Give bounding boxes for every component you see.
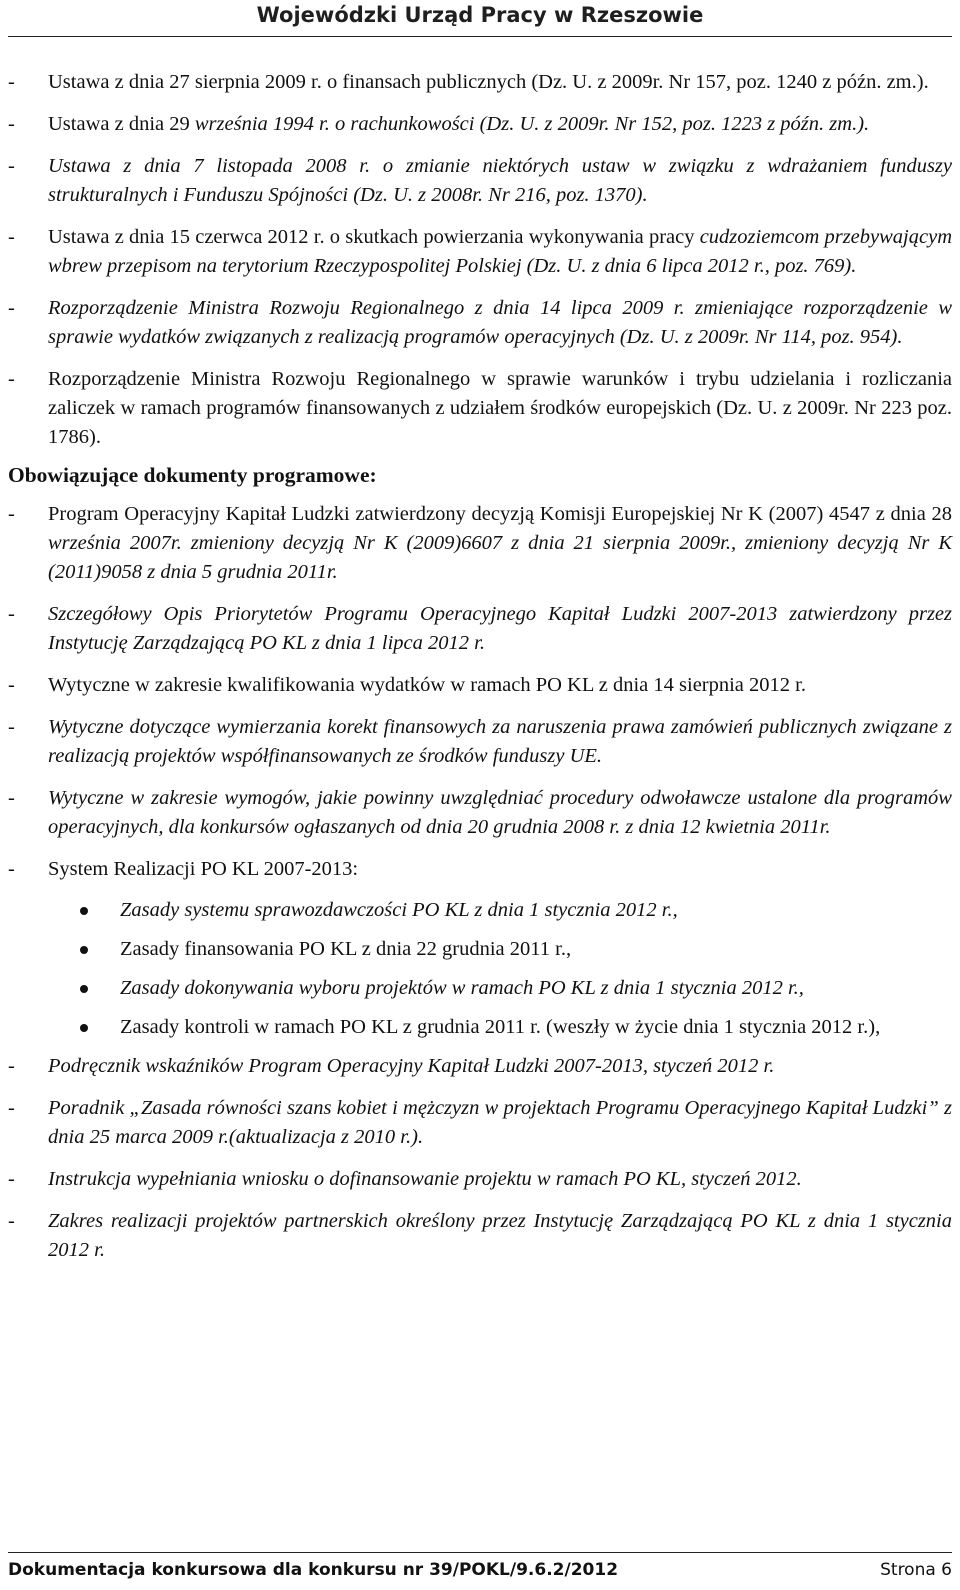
list-item: - Szczegółowy Opis Priorytetów Programu Operacyjnego Kapitał Ludzki 2007-2013 zatwierdzony przez Instytucję Zarządzającą PO KL z dnia 1 lipca 2012 r. [8,600,952,658]
dash-marker: - [8,503,15,525]
dash-marker: - [8,674,15,696]
dash-marker: - [8,113,15,135]
page-number: Strona 6 [880,1560,952,1580]
dash-marker: - [8,787,15,809]
dash-marker: - [8,603,15,625]
dash-marker: - [8,368,15,390]
dash-marker: - [8,1168,15,1190]
bullet-item: Zasady kontroli w ramach PO KL z grudnia 2011 r. (weszły w życie dnia 1 stycznia 2012 r.), [80,1013,952,1042]
list-item: - Ustawa z dnia 7 listopada 2008 r. o zmianie niektórych ustaw w związku z wdrażaniem funduszy strukturalnych i Funduszu Spójności (Dz. U. z 2008r. Nr 216, poz. 1370). [8,152,952,210]
list-item: - Ustawa z dnia 27 sierpnia 2009 r. o finansach publicznych (Dz. U. z 2009r. Nr 157, poz. 1240 z późn. zm.). [8,68,952,97]
list-item: - Zakres realizacji projektów partnerskich określony przez Instytucję Zarządzającą PO KL z dnia 1 stycznia 2012 r. [8,1207,952,1265]
list-item: - Ustawa z dnia 29 września 1994 r. o rachunkowości (Dz. U. z 2009r. Nr 152, poz. 1223 z późn. zm.). [8,110,952,139]
dash-marker: - [8,226,15,248]
bullet-dot-icon [80,1024,88,1032]
list-item: - Wytyczne w zakresie kwalifikowania wydatków w ramach PO KL z dnia 14 sierpnia 2012 r. [8,671,952,700]
bullet-item: Zasady systemu sprawozdawczości PO KL z dnia 1 stycznia 2012 r., [80,896,952,925]
dash-marker: - [8,1097,15,1119]
dash-marker: - [8,1055,15,1077]
list-item: - Rozporządzenie Ministra Rozwoju Regionalnego w sprawie warunków i trybu udzielania i rozliczania zaliczek w ramach programów finansowanych z udziałem środków europejskich (Dz. U. z 2009r. Nr 223 poz. 1786). [8,365,952,452]
dash-marker: - [8,858,15,880]
list-item: - Wytyczne dotyczące wymierzania korekt finansowych za naruszenia prawa zamówień publicznych związane z realizacją projektów współfinansowanych ze środków funduszy UE. [8,713,952,771]
list-item: - System Realizacji PO KL 2007-2013: [8,855,952,884]
bullet-dot-icon [80,946,88,954]
section-heading: Obowiązujące dokumenty programowe: [8,463,377,487]
list-item: - Podręcznik wskaźników Program Operacyjny Kapitał Ludzki 2007-2013, styczeń 2012 r. [8,1052,952,1081]
list-item: - Program Operacyjny Kapitał Ludzki zatwierdzony decyzją Komisji Europejskiej Nr K (2007) 4547 z dnia 28 września 2007r. zmieniony decyzją Nr K (2009)6607 z dnia 21 sierpnia 2009r., zmieniony decyzją Nr K (2011)9058 z dnia 5 grudnia 2011r. [8,500,952,587]
list-item: - Instrukcja wypełniania wniosku o dofinansowanie projektu w ramach PO KL, styczeń 2012. [8,1165,952,1194]
dash-marker: - [8,297,15,319]
dash-marker: - [8,71,15,93]
footer-divider [8,1552,952,1553]
list-item: - Ustawa z dnia 15 czerwca 2012 r. o skutkach powierzania wykonywania pracy cudzoziemcom przebywającym wbrew przepisom na terytorium Rzeczypospolitej Polskiej (Dz. U. z dnia 6 lipca 2012 r., poz. 769). [8,223,952,281]
bullet-item: Zasady dokonywania wyboru projektów w ramach PO KL z dnia 1 stycznia 2012 r., [80,974,952,1003]
dash-marker: - [8,155,15,177]
list-item: - Poradnik „Zasada równości szans kobiet i mężczyzn w projektach Programu Operacyjnego Kapitał Ludzki” z dnia 25 marca 2009 r.(aktualizacja z 2010 r.). [8,1094,952,1152]
bullet-dot-icon [80,907,88,915]
bullet-dot-icon [80,985,88,993]
list-item: - Rozporządzenie Ministra Rozwoju Regionalnego z dnia 14 lipca 2009 r. zmieniające rozporządzenie w sprawie wydatków związanych z realizacją programów operacyjnych (Dz. U. z 2009r. Nr 114, poz. 954). [8,294,952,352]
list-item: - Wytyczne w zakresie wymogów, jakie powinny uwzględniać procedury odwoławcze ustalone dla programów operacyjnych, dla konkursów ogłaszanych od dnia 20 grudnia 2008 r. z dnia 12 kwietnia 2011r. [8,784,952,842]
footer-document-title: Dokumentacja konkursowa dla konkursu nr 39/POKL/9.6.2/2012 [8,1560,619,1580]
page-header-title: Wojewódzki Urząd Pracy w Rzeszowie [256,3,704,27]
header-divider [8,36,952,37]
dash-marker: - [8,1210,15,1232]
document-body [8,68,952,1265]
bullet-list [8,896,952,1042]
bullet-item: Zasady finansowania PO KL z dnia 22 grudnia 2011 r., [80,935,952,964]
dash-marker: - [8,716,15,738]
